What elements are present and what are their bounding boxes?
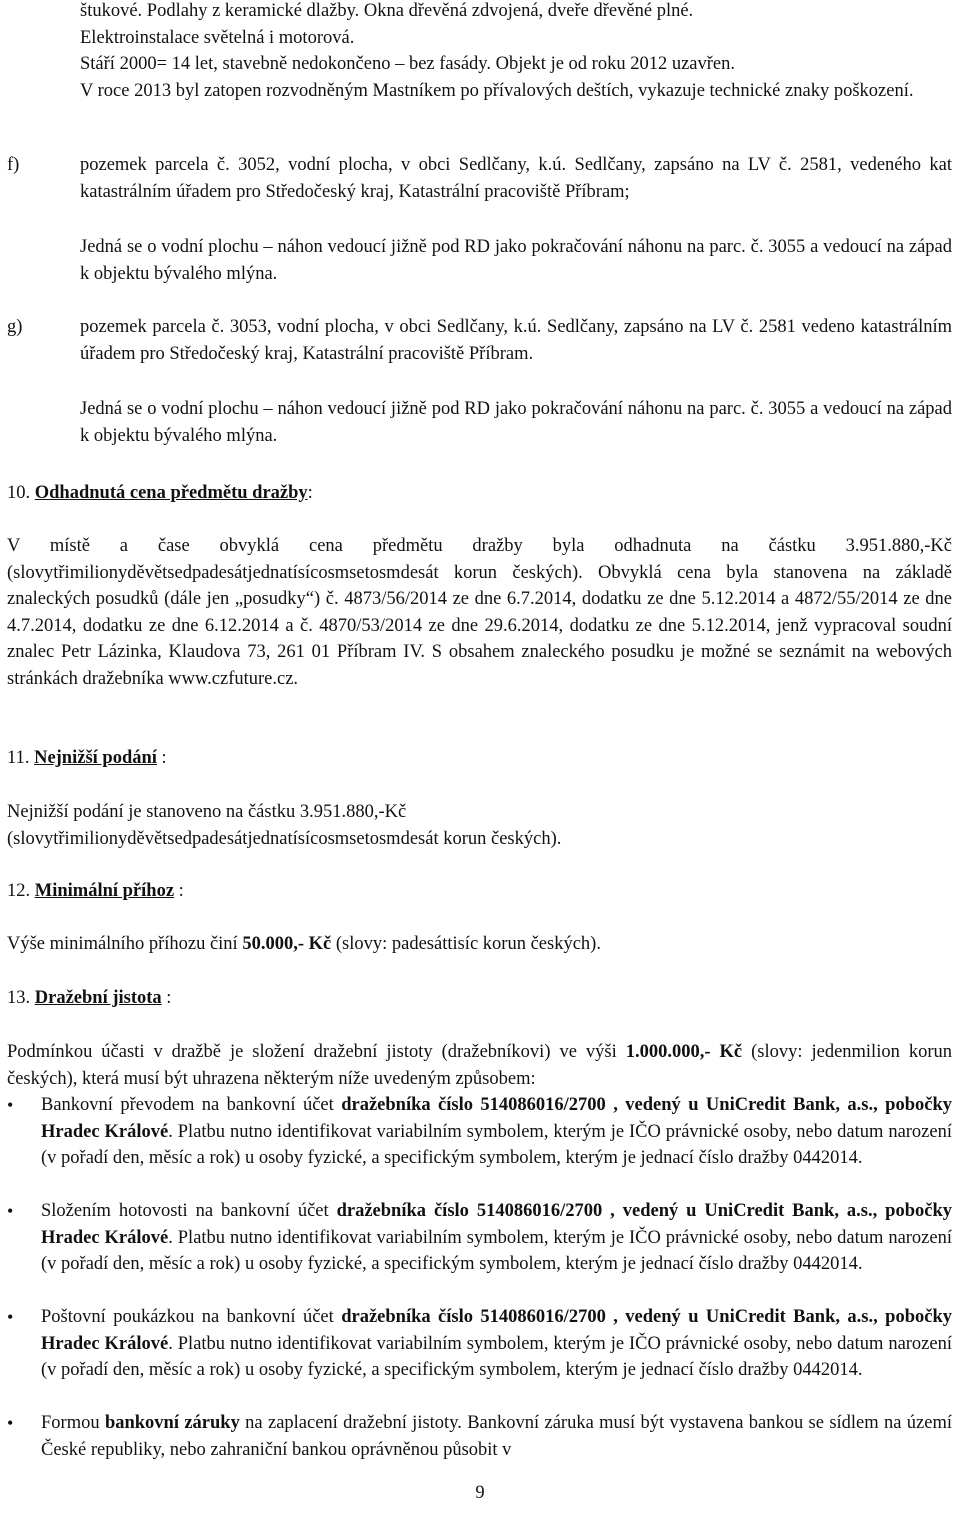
heading-colon: : [307,483,313,503]
bullet-text [0,1304,960,1384]
section-number: 12. [7,881,31,901]
heading-colon: : [156,748,167,768]
intro-line: V roce 2013 byl zatopen rozvodněným Mastníkem po přívalových deštích, vykazuje technické znaky poškození. [80,80,914,101]
text-line: Nejnižší podání je stanoveno na částku 3.951.880,-Kč [7,802,407,822]
section-12-text [0,931,960,958]
intro-line: štukové. Podlahy z keramické dlažby. Okna dřevěná zdvojená, dveře dřevěné plné. [80,1,694,21]
section-number: 10. [7,483,31,503]
intro-line: Elektroinstalace světelná i motorová. [80,27,355,48]
parcel-description-f: Jedná se o vodní plochu – náhon vedoucí jižně pod RD jako pokračování náhonu na parc. č. 3055 a vedoucí na západ k objektu bývalého mlýna. [80,237,952,284]
intro-line: Stáří 2000= 14 let, stavebně nedokončeno – bez fasády. Objekt je od roku 2012 uzavřen. [80,54,736,74]
text-span: na zaplacení dražební jistoty. Bankovní záruka musí být vystavena bankou se sídlem na území České republiky, nebo zahraniční bankou oprávněnou působit v [41,1413,952,1460]
text-span: . Platbu nutno identifikovat variabilním symbolem, kterým je IČO právnické osoby, nebo datum narození (v pořadí den, měsíc a rok) u osoby fyzické, a specifickým symbolem, kterým je jednací číslo dražby 0442014. [41,1333,952,1380]
text-span: Podmínkou účasti v dražbě je složení dražební jistoty (dražebníkovi) ve výši [7,1042,626,1062]
bank-guarantee: bankovní záruky [104,1413,240,1433]
parcel-item-g [0,314,960,367]
payment-method-item [0,1304,960,1384]
parcel-item-f [0,152,960,205]
text-span: Bankovní převodem na bankovní účet [41,1095,342,1115]
section-title: Odhadnutá cena předmětu dražby [34,483,308,503]
text-span: Výše minimálního příhozu činí [7,934,243,954]
heading-colon: : [174,881,184,901]
section-11-heading [0,745,960,772]
bullet-icon: • [7,1095,14,1115]
text-span: . Platbu nutno identifikovat variabilním symbolem, kterým je IČO právnické osoby, nebo datum narození (v pořadí den, měsíc a rok) u osoby fyzické, a specifickým symbolem, kterým je jednací číslo dražby 0442014. [41,1227,952,1274]
deposit-amount: 1.000.000,- Kč [625,1042,743,1062]
payment-method-item [0,1092,960,1172]
item-label: g) [7,317,23,337]
item-label: f) [7,155,20,175]
section-13-heading [0,985,960,1012]
text-span: Formou [41,1413,105,1433]
heading-colon: : [161,988,172,1008]
parcel-text: pozemek parcela č. 3052, vodní plocha, v obci Sedlčany, k.ú. Sedlčany, zapsáno na LV č. 2581, vedeného kat katastrálním úřadem pro Středočeský kraj, Katastrální pracoviště Příbram; [80,155,952,202]
section-12-heading [0,878,960,905]
text-span: Poštovní poukázkou na bankovní účet [41,1307,342,1327]
bank-account: dražebníka číslo 514086016/2700 , vedený u UniCredit Bank, a.s., pobočky Hradec Králové [41,1095,952,1142]
bullet-text [0,1410,960,1463]
section-title: Nejnižší podání [34,748,157,768]
page-number: 9 [475,1483,485,1503]
parcel-text: pozemek parcela č. 3053, vodní plocha, v obci Sedlčany, k.ú. Sedlčany, zapsáno na LV č. 2581 vedeno katastrálním úřadem pro Středočeský kraj, Katastrální pracoviště Příbram. [80,317,952,364]
parcel-description-g: Jedná se o vodní plochu – náhon vedoucí jižně pod RD jako pokračování náhonu na parc. č. 3055 a vedoucí na západ k objektu bývalého mlýna. [80,399,952,446]
payment-method-item [0,1410,960,1463]
text-span: . Platbu nutno identifikovat variabilním symbolem, kterým je IČO právnické osoby, nebo datum narození (v pořadí den, měsíc a rok) u osoby fyzické, a specifickým symbolem, kterým je jednací číslo dražby 0442014. [41,1121,952,1168]
text-span: (slovy: padesáttisíc korun českých). [331,934,601,954]
section-number: 11. [7,748,30,768]
bank-account: dražebníka číslo 514086016/2700 , vedený u UniCredit Bank, a.s., pobočky Hradec Králové [41,1201,953,1248]
section-10-text: V místě a čase obvyklá cena předmětu dražby byla odhadnuta na částku 3.951.880,-Kč (slovytřimilionyděvětsedpadesátjednatísícosmsetosmdesát korun českých). Obvyklá cena byla stanovena na základě znaleckých posudků (dále jen „posudky“) č. 4873/56/2014 ze dne 6.7.2014, dodatku ze dne 5.12.2014 a 4872/55/2014 ze dne 4.7.2014, dodatku ze dne 6.12.2014 a č. 4870/53/2014 ze dne 29.6.2014, dodatku ze dne 5.12.2014, jenž vypracoval soudní znalec Petr Lázinka, Klaudova 73, 261 01 Příbram IV. S obsahem znaleckého posudku je možné se seznámit na webových stránkách dražebníka www.czfuture.cz. [7,536,952,689]
bullet-text [0,1092,960,1172]
text-line: (slovytřimilionyděvětsedpadesátjednatísícosmsetosmdesát korun českých). [7,828,562,849]
section-title: Dražební jistota [34,988,162,1008]
text-span: (slovy: jedenmilion korun českých), která musí být uhrazena některým níže uvedeným způsobem: [7,1042,952,1089]
section-13-text [0,1039,960,1092]
bullet-text [0,1198,960,1278]
section-title: Minimální příhoz [34,881,175,901]
section-number: 13. [7,988,31,1008]
payment-method-item [0,1198,960,1278]
section-11-text [0,799,960,852]
intro-paragraph [0,0,960,104]
bank-account: dražebníka číslo 514086016/2700 , vedený u UniCredit Bank, a.s., pobočky Hradec Králové [41,1307,952,1354]
min-bid-amount: 50.000,- Kč [242,934,332,954]
bullet-icon: • [7,1201,14,1221]
text-span: Složením hotovosti na bankovní účet [41,1201,337,1221]
bullet-icon: • [7,1413,14,1433]
section-10-heading [0,480,960,507]
bullet-icon: • [7,1307,14,1327]
